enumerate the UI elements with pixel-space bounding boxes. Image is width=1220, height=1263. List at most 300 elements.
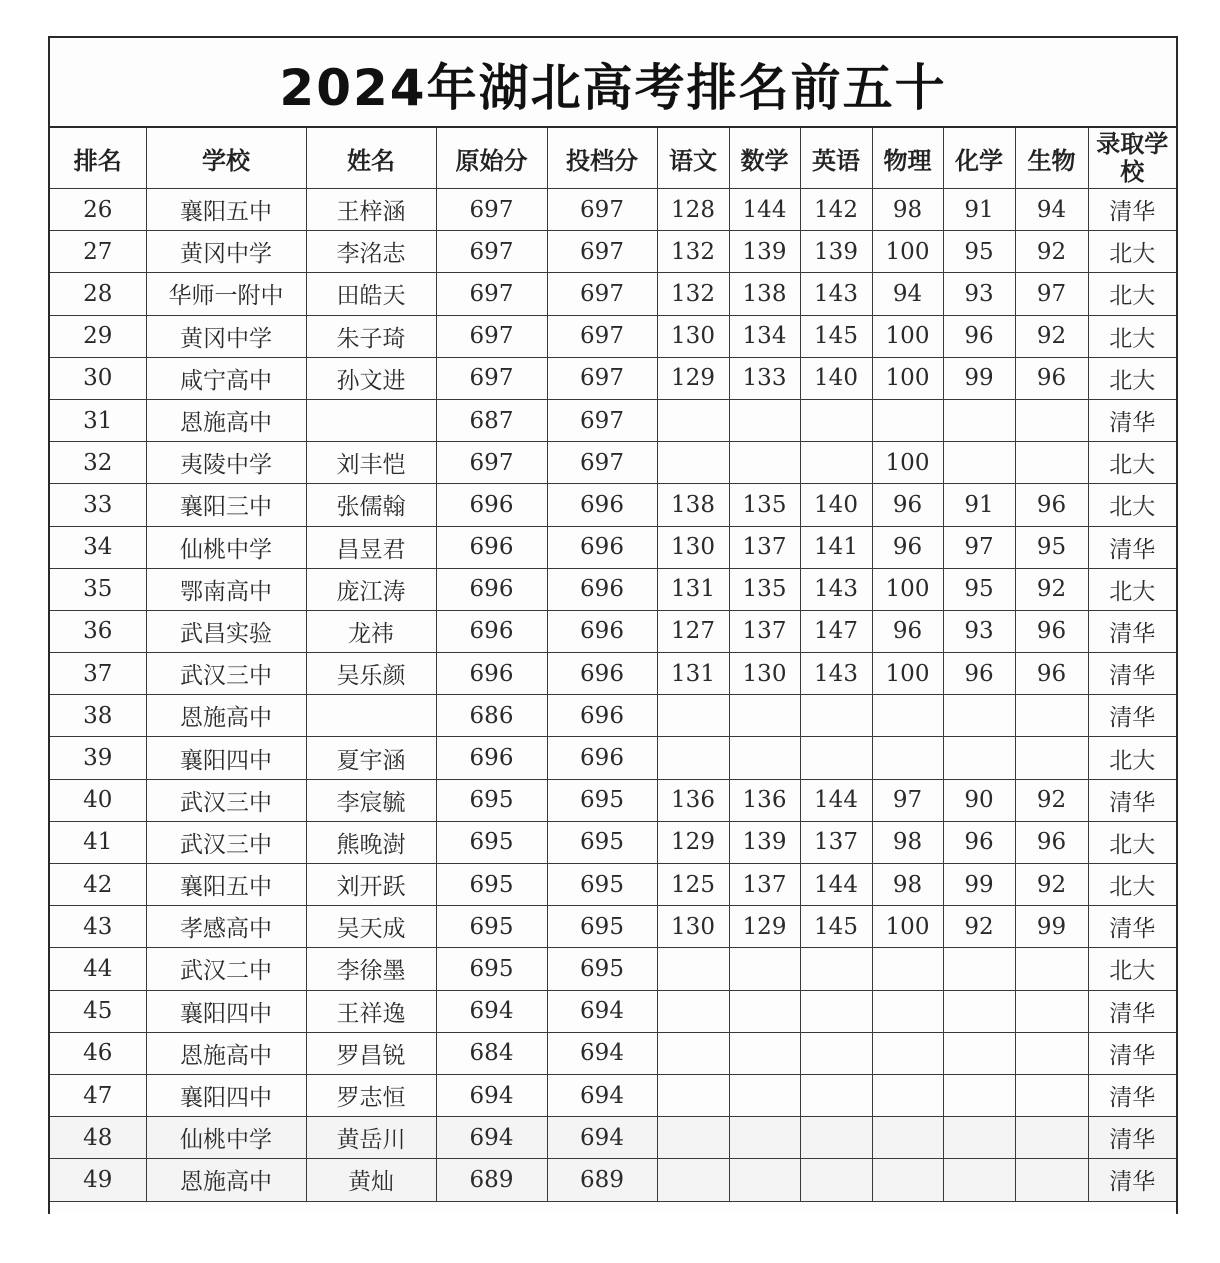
table-row — [50, 526, 1176, 568]
math-cell: 129 — [729, 906, 800, 948]
raw-score-cell: 686 — [436, 695, 547, 737]
rank-cell: 37 — [50, 653, 146, 695]
file-score-cell: 696 — [547, 526, 657, 568]
english-cell: 141 — [800, 526, 872, 568]
raw-score-cell: 696 — [436, 737, 547, 779]
english-cell — [800, 442, 872, 484]
math-cell — [729, 990, 800, 1032]
biology-cell — [1015, 695, 1088, 737]
chinese-cell: 129 — [657, 357, 729, 399]
rank-cell: 42 — [50, 864, 146, 906]
name-cell: 罗昌锐 — [306, 1032, 436, 1074]
table-row — [50, 948, 1176, 990]
chinese-cell: 132 — [657, 273, 729, 315]
name-cell — [306, 399, 436, 441]
chemistry-cell: 93 — [943, 273, 1015, 315]
school-cell: 武汉三中 — [146, 653, 306, 695]
name-cell: 刘开跃 — [306, 864, 436, 906]
page-title: 2024年湖北高考排名前五十 — [50, 38, 1176, 128]
math-cell — [729, 1032, 800, 1074]
physics-cell — [872, 737, 943, 779]
physics-cell — [872, 1032, 943, 1074]
school-cell: 恩施高中 — [146, 695, 306, 737]
admitted-cell: 北大 — [1088, 273, 1176, 315]
file-score-cell: 695 — [547, 906, 657, 948]
rank-cell: 34 — [50, 526, 146, 568]
chemistry-cell: 95 — [943, 568, 1015, 610]
table-row — [50, 1032, 1176, 1074]
biology-cell: 96 — [1015, 357, 1088, 399]
admitted-cell: 清华 — [1088, 906, 1176, 948]
name-cell: 王祥逸 — [306, 990, 436, 1032]
name-cell — [306, 695, 436, 737]
admitted-cell: 北大 — [1088, 948, 1176, 990]
table-row — [50, 357, 1176, 399]
rank-cell: 49 — [50, 1159, 146, 1201]
name-cell: 张儒翰 — [306, 484, 436, 526]
table-row — [50, 231, 1176, 273]
english-cell: 143 — [800, 653, 872, 695]
chemistry-cell: 95 — [943, 231, 1015, 273]
chinese-cell: 129 — [657, 821, 729, 863]
admitted-cell: 清华 — [1088, 1074, 1176, 1116]
admitted-cell: 北大 — [1088, 864, 1176, 906]
school-cell: 恩施高中 — [146, 1032, 306, 1074]
biology-cell: 96 — [1015, 484, 1088, 526]
chinese-cell: 127 — [657, 610, 729, 652]
chemistry-cell: 97 — [943, 526, 1015, 568]
english-cell: 140 — [800, 357, 872, 399]
physics-cell: 98 — [872, 189, 943, 231]
school-cell: 武汉三中 — [146, 779, 306, 821]
file-score-cell: 697 — [547, 273, 657, 315]
admitted-cell: 清华 — [1088, 695, 1176, 737]
admitted-cell: 北大 — [1088, 442, 1176, 484]
raw-score-cell: 684 — [436, 1032, 547, 1074]
admitted-cell: 清华 — [1088, 779, 1176, 821]
chemistry-cell — [943, 1159, 1015, 1201]
biology-cell — [1015, 990, 1088, 1032]
school-cell: 仙桃中学 — [146, 526, 306, 568]
raw-score-cell: 689 — [436, 1159, 547, 1201]
chinese-cell — [657, 737, 729, 779]
physics-cell: 97 — [872, 779, 943, 821]
physics-cell: 96 — [872, 610, 943, 652]
raw-score-cell: 696 — [436, 610, 547, 652]
header-english: 英语 — [800, 128, 872, 189]
school-cell: 襄阳四中 — [146, 737, 306, 779]
name-cell: 王梓涵 — [306, 189, 436, 231]
file-score-cell: 697 — [547, 231, 657, 273]
raw-score-cell: 696 — [436, 484, 547, 526]
table-row — [50, 864, 1176, 906]
admitted-cell: 清华 — [1088, 990, 1176, 1032]
biology-cell: 97 — [1015, 273, 1088, 315]
admitted-cell: 北大 — [1088, 821, 1176, 863]
table-row — [50, 189, 1176, 231]
english-cell: 142 — [800, 189, 872, 231]
school-cell: 鄂南高中 — [146, 568, 306, 610]
chinese-cell — [657, 948, 729, 990]
raw-score-cell: 687 — [436, 399, 547, 441]
raw-score-cell: 697 — [436, 273, 547, 315]
rank-cell: 27 — [50, 231, 146, 273]
biology-cell: 96 — [1015, 653, 1088, 695]
physics-cell: 94 — [872, 273, 943, 315]
school-cell: 黄冈中学 — [146, 315, 306, 357]
biology-cell — [1015, 737, 1088, 779]
chinese-cell: 130 — [657, 315, 729, 357]
chemistry-cell: 91 — [943, 189, 1015, 231]
table-row — [50, 399, 1176, 441]
math-cell — [729, 948, 800, 990]
name-cell: 吴乐颜 — [306, 653, 436, 695]
header-admitted: 录取学校 — [1088, 128, 1176, 189]
english-cell: 139 — [800, 231, 872, 273]
biology-cell: 95 — [1015, 526, 1088, 568]
raw-score-cell: 696 — [436, 653, 547, 695]
chemistry-cell: 99 — [943, 864, 1015, 906]
physics-cell: 100 — [872, 906, 943, 948]
chemistry-cell: 93 — [943, 610, 1015, 652]
chinese-cell — [657, 1074, 729, 1116]
rank-cell: 43 — [50, 906, 146, 948]
chinese-cell — [657, 442, 729, 484]
english-cell — [800, 399, 872, 441]
header-math: 数学 — [729, 128, 800, 189]
physics-cell — [872, 948, 943, 990]
english-cell: 143 — [800, 273, 872, 315]
admitted-cell: 清华 — [1088, 610, 1176, 652]
file-score-cell: 696 — [547, 653, 657, 695]
rank-cell: 41 — [50, 821, 146, 863]
file-score-cell: 695 — [547, 864, 657, 906]
chemistry-cell: 92 — [943, 906, 1015, 948]
school-cell: 恩施高中 — [146, 1159, 306, 1201]
header-file-score: 投档分 — [547, 128, 657, 189]
name-cell: 李洺志 — [306, 231, 436, 273]
physics-cell: 98 — [872, 864, 943, 906]
math-cell: 130 — [729, 653, 800, 695]
chemistry-cell: 99 — [943, 357, 1015, 399]
english-cell: 145 — [800, 906, 872, 948]
school-cell: 黄冈中学 — [146, 231, 306, 273]
english-cell: 137 — [800, 821, 872, 863]
file-score-cell: 694 — [547, 1117, 657, 1159]
file-score-cell: 696 — [547, 610, 657, 652]
rank-cell: 47 — [50, 1074, 146, 1116]
header-raw-score: 原始分 — [436, 128, 547, 189]
english-cell — [800, 1032, 872, 1074]
name-cell: 黄岳川 — [306, 1117, 436, 1159]
admitted-cell: 清华 — [1088, 1032, 1176, 1074]
chinese-cell: 130 — [657, 526, 729, 568]
raw-score-cell: 695 — [436, 864, 547, 906]
table-row — [50, 737, 1176, 779]
chinese-cell — [657, 695, 729, 737]
chinese-cell: 131 — [657, 568, 729, 610]
biology-cell: 94 — [1015, 189, 1088, 231]
rank-cell: 33 — [50, 484, 146, 526]
biology-cell: 96 — [1015, 821, 1088, 863]
chinese-cell — [657, 1117, 729, 1159]
raw-score-cell: 695 — [436, 821, 547, 863]
biology-cell — [1015, 1032, 1088, 1074]
name-cell: 李宸毓 — [306, 779, 436, 821]
rank-cell: 39 — [50, 737, 146, 779]
table-row — [50, 906, 1176, 948]
physics-cell: 98 — [872, 821, 943, 863]
admitted-cell: 清华 — [1088, 526, 1176, 568]
biology-cell: 92 — [1015, 231, 1088, 273]
rank-cell: 31 — [50, 399, 146, 441]
physics-cell: 96 — [872, 526, 943, 568]
english-cell: 144 — [800, 779, 872, 821]
chinese-cell — [657, 1159, 729, 1201]
math-cell: 144 — [729, 189, 800, 231]
school-cell: 襄阳四中 — [146, 990, 306, 1032]
math-cell: 137 — [729, 526, 800, 568]
admitted-cell: 北大 — [1088, 484, 1176, 526]
file-score-cell: 697 — [547, 399, 657, 441]
raw-score-cell: 696 — [436, 526, 547, 568]
admitted-cell: 清华 — [1088, 189, 1176, 231]
biology-cell: 92 — [1015, 864, 1088, 906]
file-score-cell: 696 — [547, 695, 657, 737]
chemistry-cell — [943, 990, 1015, 1032]
math-cell — [729, 1117, 800, 1159]
math-cell: 135 — [729, 484, 800, 526]
english-cell — [800, 695, 872, 737]
table-row — [50, 1159, 1176, 1201]
file-score-cell: 695 — [547, 821, 657, 863]
table-row — [50, 315, 1176, 357]
table-row — [50, 779, 1176, 821]
rank-cell: 38 — [50, 695, 146, 737]
biology-cell: 92 — [1015, 315, 1088, 357]
math-cell — [729, 442, 800, 484]
raw-score-cell: 697 — [436, 231, 547, 273]
file-score-cell: 689 — [547, 1159, 657, 1201]
name-cell: 夏宇涵 — [306, 737, 436, 779]
physics-cell — [872, 695, 943, 737]
chemistry-cell: 90 — [943, 779, 1015, 821]
rank-cell: 48 — [50, 1117, 146, 1159]
english-cell: 143 — [800, 568, 872, 610]
file-score-cell: 694 — [547, 1032, 657, 1074]
english-cell — [800, 1117, 872, 1159]
school-cell: 襄阳四中 — [146, 1074, 306, 1116]
table-body — [50, 189, 1176, 1202]
raw-score-cell: 697 — [436, 357, 547, 399]
school-cell: 襄阳五中 — [146, 189, 306, 231]
math-cell — [729, 737, 800, 779]
physics-cell: 100 — [872, 315, 943, 357]
school-cell: 仙桃中学 — [146, 1117, 306, 1159]
chemistry-cell: 91 — [943, 484, 1015, 526]
raw-score-cell: 697 — [436, 442, 547, 484]
file-score-cell: 695 — [547, 779, 657, 821]
chemistry-cell — [943, 1032, 1015, 1074]
name-cell: 龙祎 — [306, 610, 436, 652]
table-row — [50, 1074, 1176, 1116]
file-score-cell: 695 — [547, 948, 657, 990]
english-cell — [800, 737, 872, 779]
math-cell: 137 — [729, 864, 800, 906]
rank-cell: 36 — [50, 610, 146, 652]
file-score-cell: 696 — [547, 568, 657, 610]
physics-cell — [872, 399, 943, 441]
admitted-cell: 清华 — [1088, 653, 1176, 695]
table-row — [50, 568, 1176, 610]
table-row — [50, 653, 1176, 695]
school-cell: 恩施高中 — [146, 399, 306, 441]
file-score-cell: 697 — [547, 442, 657, 484]
admitted-cell: 清华 — [1088, 1117, 1176, 1159]
math-cell — [729, 399, 800, 441]
admitted-cell: 清华 — [1088, 1159, 1176, 1201]
chemistry-cell — [943, 1117, 1015, 1159]
chemistry-cell — [943, 1074, 1015, 1116]
math-cell — [729, 1159, 800, 1201]
name-cell: 李徐墨 — [306, 948, 436, 990]
table-row — [50, 821, 1176, 863]
english-cell — [800, 990, 872, 1032]
name-cell: 刘丰恺 — [306, 442, 436, 484]
admitted-cell: 北大 — [1088, 315, 1176, 357]
physics-cell: 100 — [872, 231, 943, 273]
biology-cell: 92 — [1015, 779, 1088, 821]
chemistry-cell — [943, 948, 1015, 990]
ranking-sheet — [48, 36, 1178, 1214]
english-cell — [800, 1159, 872, 1201]
biology-cell: 99 — [1015, 906, 1088, 948]
rank-cell: 45 — [50, 990, 146, 1032]
rank-cell: 30 — [50, 357, 146, 399]
admitted-cell: 清华 — [1088, 399, 1176, 441]
chinese-cell: 131 — [657, 653, 729, 695]
biology-cell — [1015, 1074, 1088, 1116]
school-cell: 武昌实验 — [146, 610, 306, 652]
table-header-row — [50, 128, 1176, 189]
chemistry-cell: 96 — [943, 821, 1015, 863]
school-cell: 襄阳三中 — [146, 484, 306, 526]
math-cell: 139 — [729, 231, 800, 273]
chemistry-cell — [943, 695, 1015, 737]
physics-cell: 100 — [872, 568, 943, 610]
english-cell: 145 — [800, 315, 872, 357]
school-cell: 襄阳五中 — [146, 864, 306, 906]
name-cell: 孙文进 — [306, 357, 436, 399]
physics-cell: 100 — [872, 653, 943, 695]
math-cell — [729, 1074, 800, 1116]
header-chemistry: 化学 — [943, 128, 1015, 189]
english-cell — [800, 948, 872, 990]
biology-cell — [1015, 442, 1088, 484]
physics-cell: 100 — [872, 442, 943, 484]
name-cell: 吴天成 — [306, 906, 436, 948]
name-cell: 黄灿 — [306, 1159, 436, 1201]
chinese-cell — [657, 1032, 729, 1074]
physics-cell — [872, 1159, 943, 1201]
chinese-cell: 128 — [657, 189, 729, 231]
physics-cell — [872, 990, 943, 1032]
raw-score-cell: 695 — [436, 948, 547, 990]
rank-cell: 32 — [50, 442, 146, 484]
school-cell: 武汉三中 — [146, 821, 306, 863]
raw-score-cell: 695 — [436, 906, 547, 948]
school-cell: 武汉二中 — [146, 948, 306, 990]
school-cell: 孝感高中 — [146, 906, 306, 948]
admitted-cell: 北大 — [1088, 568, 1176, 610]
rank-cell: 35 — [50, 568, 146, 610]
biology-cell — [1015, 948, 1088, 990]
file-score-cell: 696 — [547, 737, 657, 779]
biology-cell: 96 — [1015, 610, 1088, 652]
table-row — [50, 273, 1176, 315]
raw-score-cell: 697 — [436, 315, 547, 357]
chinese-cell: 138 — [657, 484, 729, 526]
chinese-cell: 125 — [657, 864, 729, 906]
table-row — [50, 484, 1176, 526]
math-cell: 137 — [729, 610, 800, 652]
math-cell: 139 — [729, 821, 800, 863]
file-score-cell: 694 — [547, 990, 657, 1032]
header-name: 姓名 — [306, 128, 436, 189]
header-school: 学校 — [146, 128, 306, 189]
math-cell: 136 — [729, 779, 800, 821]
table-row — [50, 990, 1176, 1032]
rank-cell: 29 — [50, 315, 146, 357]
table-row — [50, 1117, 1176, 1159]
english-cell: 147 — [800, 610, 872, 652]
file-score-cell: 697 — [547, 315, 657, 357]
raw-score-cell: 694 — [436, 990, 547, 1032]
chemistry-cell — [943, 442, 1015, 484]
school-cell: 华师一附中 — [146, 273, 306, 315]
rank-cell: 44 — [50, 948, 146, 990]
biology-cell — [1015, 1159, 1088, 1201]
biology-cell — [1015, 1117, 1088, 1159]
name-cell: 朱子琦 — [306, 315, 436, 357]
chemistry-cell: 96 — [943, 653, 1015, 695]
file-score-cell: 696 — [547, 484, 657, 526]
table-row — [50, 442, 1176, 484]
english-cell: 144 — [800, 864, 872, 906]
admitted-cell: 北大 — [1088, 357, 1176, 399]
raw-score-cell: 694 — [436, 1074, 547, 1116]
math-cell: 134 — [729, 315, 800, 357]
table-row — [50, 610, 1176, 652]
raw-score-cell: 696 — [436, 568, 547, 610]
name-cell: 罗志恒 — [306, 1074, 436, 1116]
physics-cell: 100 — [872, 357, 943, 399]
name-cell: 田皓天 — [306, 273, 436, 315]
name-cell: 昌昱君 — [306, 526, 436, 568]
school-cell: 夷陵中学 — [146, 442, 306, 484]
table-row — [50, 695, 1176, 737]
chemistry-cell — [943, 399, 1015, 441]
physics-cell: 96 — [872, 484, 943, 526]
physics-cell — [872, 1117, 943, 1159]
header-physics: 物理 — [872, 128, 943, 189]
math-cell — [729, 695, 800, 737]
chinese-cell: 132 — [657, 231, 729, 273]
biology-cell: 92 — [1015, 568, 1088, 610]
school-cell: 咸宁高中 — [146, 357, 306, 399]
file-score-cell: 697 — [547, 357, 657, 399]
rank-cell: 46 — [50, 1032, 146, 1074]
